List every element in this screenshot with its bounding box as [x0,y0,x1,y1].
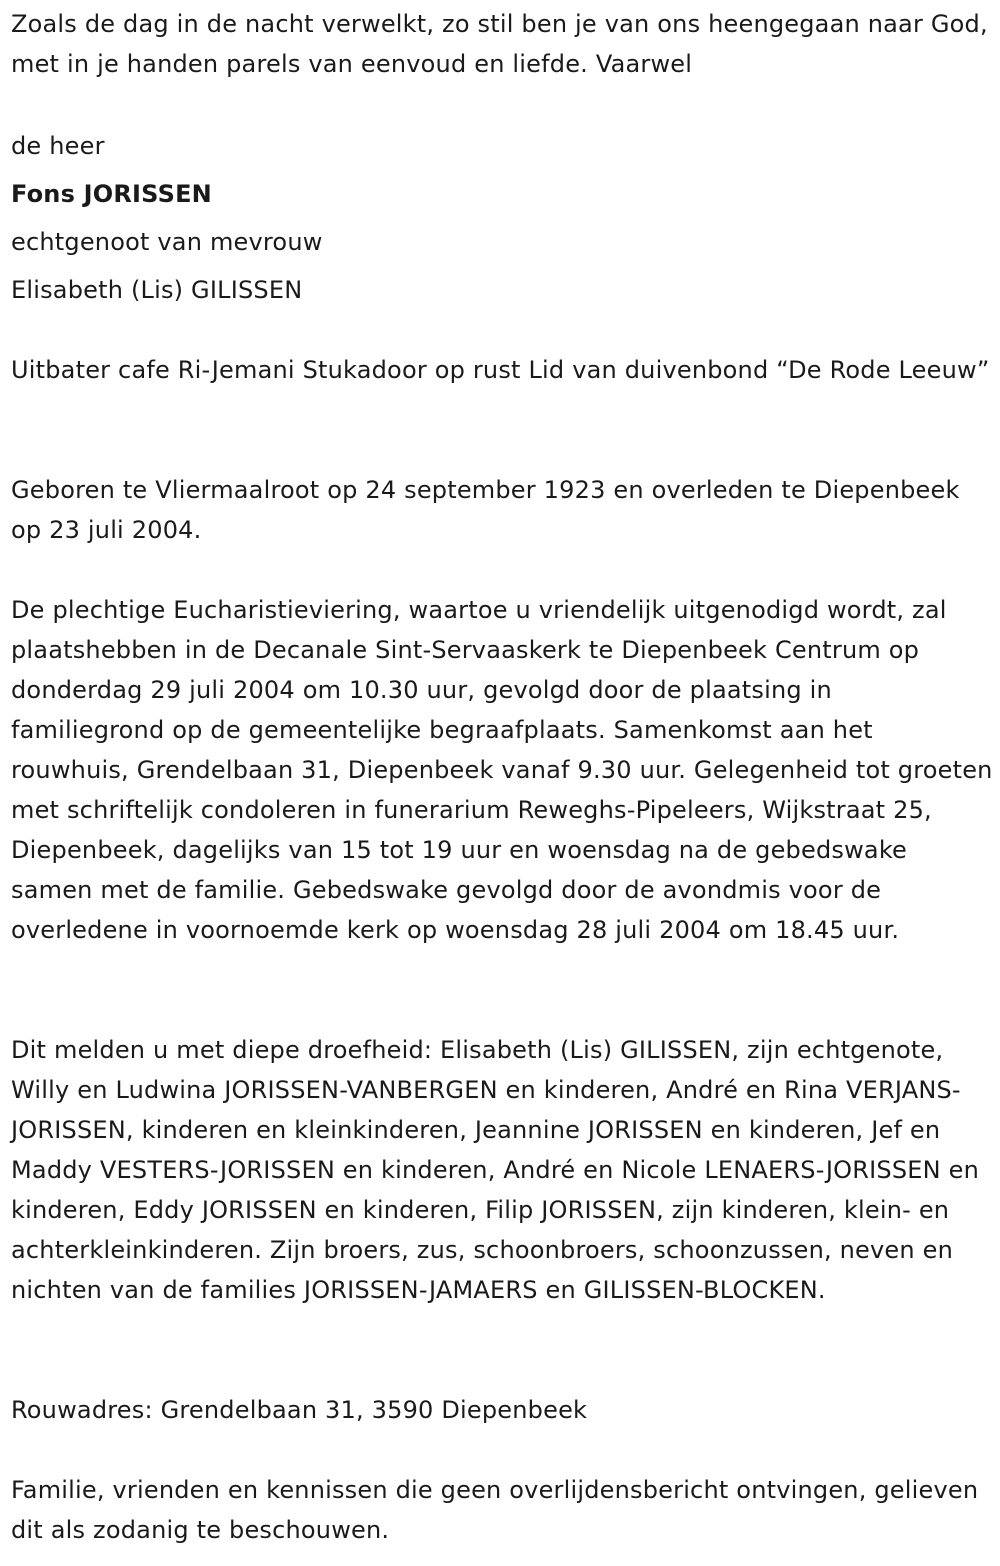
deceased-name: Fons JORISSEN [11,180,212,208]
spouse-name: Elisabeth (Lis) GILISSEN [11,276,303,304]
closing-note: Familie, vrienden en kennissen die geen overlijdensbericht ontvingen, gelieven dit als zodanig te beschouwen. [11,1476,979,1544]
opening-poem: Zoals de dag in de nacht verwelkt, zo stil ben je van ons heengegaan naar God, met in je handen parels van eenvoud en liefde. Vaarwel [11,10,988,78]
family-announcement: Dit melden u met diepe droefheid: Elisabeth (Lis) GILISSEN, zijn echtgenote, Willy en Ludwina JORISSEN-VANBERGEN en kinderen, André en Rina VERJANS-JORISSEN, kinderen en kleinkinderen, Jeannine JORISSEN en kinderen, Jef en Maddy VESTERS-JORISSEN en kinderen, André en Nicole LENAERS-JORISSEN en kinderen, Eddy JORISSEN en kinderen, Filip JORISSEN, zijn kinderen, klein- en achterkleinkinderen. Zijn broers, zus, schoonbroers, schoonzussen, neven en nichten van de families JORISSEN-JAMAERS en GILISSEN-BLOCKEN. [11,1036,980,1304]
birth-death-text: Geboren te Vliermaalroot op 24 september 1923 en overleden te Diepenbeek op 23 juli 2004. [11,476,960,544]
occupation-text: Uitbater cafe Ri-Jemani Stukadoor op rust Lid van duivenbond “De Rode Leeuw” [11,356,990,384]
mourning-address: Rouwadres: Grendelbaan 31, 3590 Diepenbeek [11,1396,588,1424]
title-prefix: de heer [11,132,105,160]
ceremony-details: De plechtige Eucharistieviering, waartoe u vriendelijk uitgenodigd wordt, zal plaatshebben in de Decanale Sint-Servaaskerk te Diepenbeek Centrum op donderdag 29 juli 2004 om 10.30 uur, gevolgd door de plaatsing in familiegrond op de gemeentelijke begraafplaats. Samenkomst aan het rouwhuis, Grendelbaan 31, Diepenbeek vanaf 9.30 uur. Gelegenheid tot groeten met schriftelijk condoleren in funerarium Reweghs-Pipeleers, Wijkstraat 25, Diepenbeek, dagelijks van 15 tot 19 uur en woensdag na de gebedswake samen met de familie. Gebedswake gevolgd door de avondmis voor de overledene in voornoemde kerk op woensdag 28 juli 2004 om 18.45 uur. [11,596,993,944]
spouse-intro: echtgenoot van mevrouw [11,228,323,256]
